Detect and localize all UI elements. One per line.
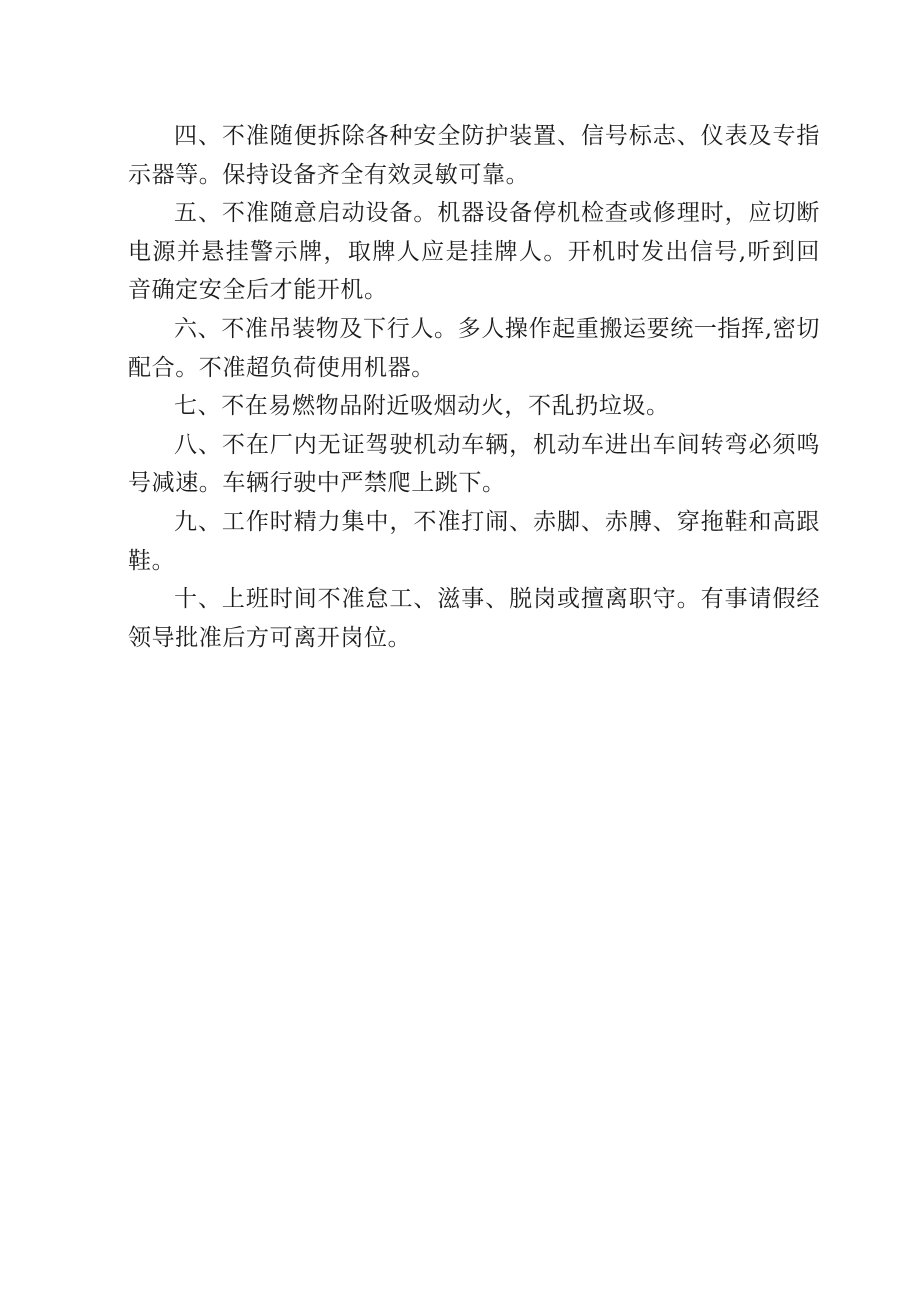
rule-paragraph-6: 六、不准吊装物及下行人。多人操作起重搬运要统一指挥,密切配合。不准超负荷使用机器。 <box>128 315 820 381</box>
rule-paragraph-8: 八、不在厂内无证驾驶机动车辆，机动车进出车间转弯必须鸣号减速。车辆行驶中严禁爬上跳下。 <box>128 431 820 497</box>
rule-paragraph-9: 九、工作时精力集中，不准打闹、赤脚、赤膊、穿拖鞋和高跟鞋。 <box>128 508 820 574</box>
rule-paragraph-7: 七、不在易燃物品附近吸烟动火，不乱扔垃圾。 <box>174 393 670 420</box>
rule-paragraph-4: 四、不准随便拆除各种安全防护装置、信号标志、仪表及专指示器等。保持设备齐全有效灵敏可靠。 <box>128 123 820 188</box>
rule-paragraph-10: 十、上班时间不准怠工、滋事、脱岗或擅离职守。有事请假经领导批准后方可离开岗位。 <box>128 586 820 651</box>
rules-body <box>128 117 820 657</box>
rule-paragraph-5: 五、不准随意启动设备。机器设备停机检查或修理时，应切断电源并悬挂警示牌，取牌人应是挂牌人。开机时发出信号,听到回音确定安全后才能开机。 <box>128 200 820 304</box>
